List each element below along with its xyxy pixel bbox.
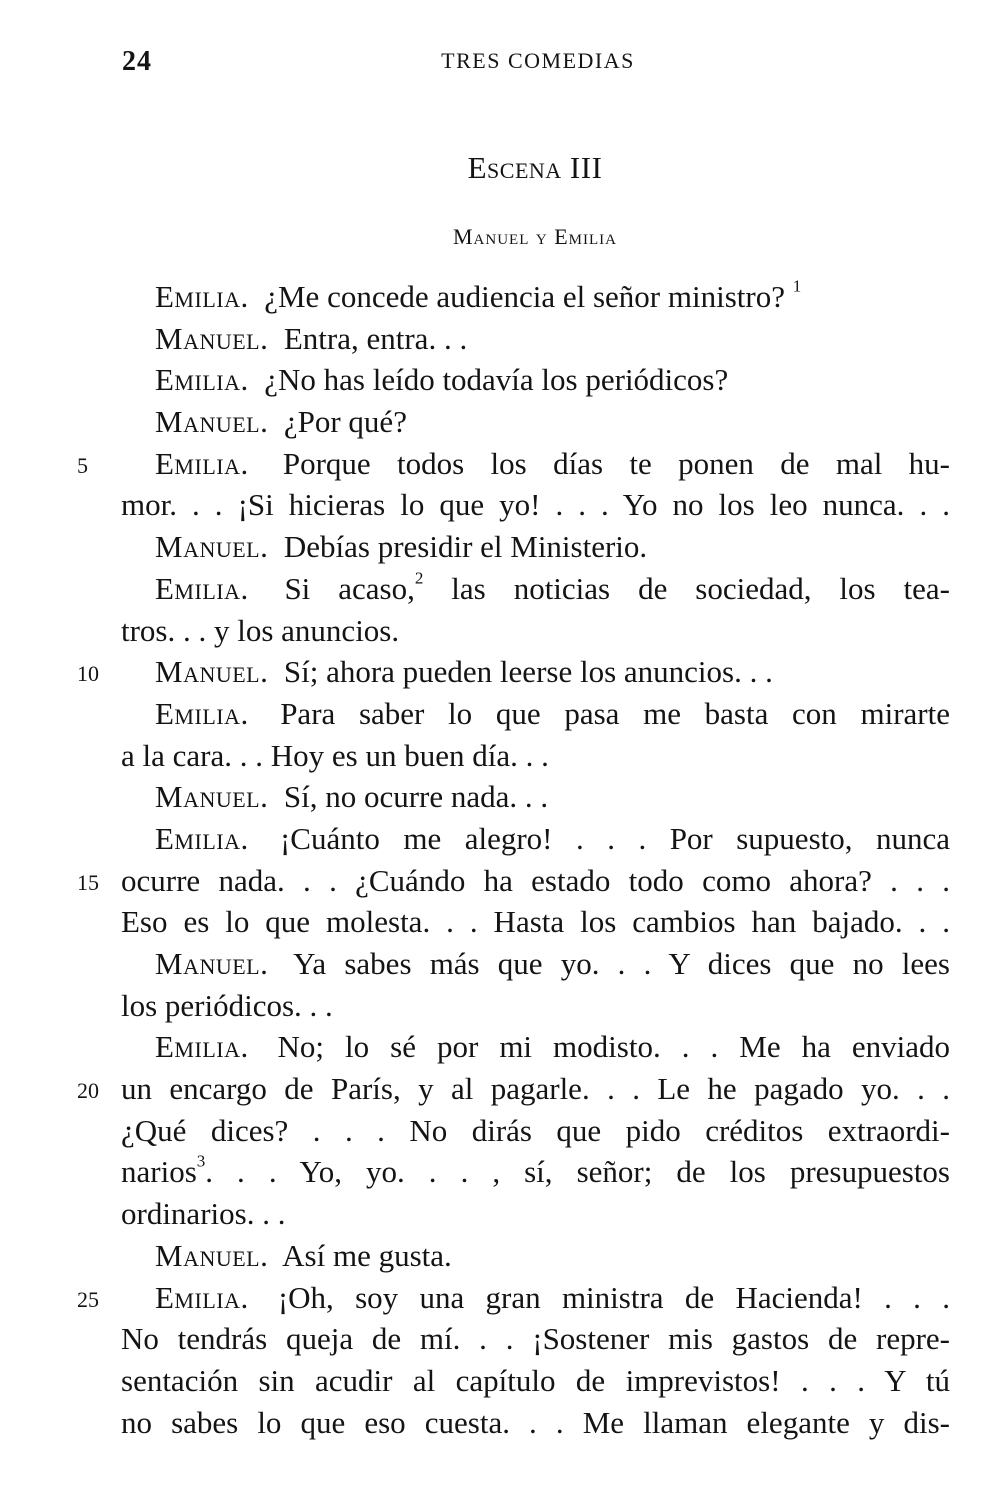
speaker-name: Manuel. — [155, 1237, 269, 1273]
text-line — [121, 276, 950, 318]
text-line — [121, 943, 950, 985]
line-text: ¡Cuánto me alegro! . . . Por supuesto, nunca — [279, 820, 951, 856]
line-text: ¡Oh, soy una gran ministra de Hacienda! . . . — [277, 1279, 951, 1315]
text-line — [121, 359, 950, 401]
line-text: Así me gusta. — [282, 1237, 452, 1273]
text-line — [121, 735, 950, 777]
line-text: no sabes lo que eso cuesta. . . Me llaman elegante y dis- — [121, 1404, 950, 1440]
line-number: 25 — [77, 1286, 99, 1312]
line-number: 15 — [77, 869, 99, 895]
text-line — [121, 526, 950, 568]
line-number: 20 — [77, 1078, 99, 1104]
text-line — [121, 568, 950, 610]
line-text: No tendrás queja de mí. . . ¡Sostener mis gastos de repre- — [121, 1321, 950, 1357]
text-line — [77, 1068, 950, 1110]
dialogue-body — [77, 276, 951, 1443]
text-line — [121, 1402, 950, 1444]
text-line — [121, 318, 950, 360]
speaker-name: Emilia. — [155, 1029, 249, 1065]
line-text: mor. . . ¡Si hicieras lo que yo! . . . Yo no los leo nunca. . . — [121, 487, 950, 523]
speaker-name: Manuel. — [155, 404, 269, 440]
text-line — [121, 1151, 950, 1193]
line-text: Debías presidir el Ministerio. — [283, 529, 648, 565]
speaker-name: Emilia. — [155, 362, 249, 398]
speaker-name: Manuel. — [155, 654, 269, 690]
line-text: Para saber lo que pasa me basta con mirarte — [280, 695, 951, 731]
line-text: ¿Me concede audiencia el señor ministro? — [264, 279, 785, 314]
scene-title: Escena III — [467, 150, 603, 185]
text-line — [121, 1235, 950, 1277]
line-text: Sí; ahora pueden leerse los anuncios. . . — [283, 654, 773, 690]
line-text: ¿No has leído todavía los periódicos? — [264, 362, 729, 398]
text-line — [121, 1360, 950, 1402]
text-line — [121, 901, 950, 943]
line-text: ocurre nada. . . ¿Cuándo ha estado todo como ahora? . . . — [121, 862, 950, 898]
text-line — [121, 1318, 950, 1360]
line-text: Sí, no ocurre nada. . . — [283, 779, 549, 815]
line-text: a la cara. . . Hoy es un buen día. . . — [121, 737, 549, 773]
line-text: No; lo sé por mi modisto. . . Me ha enviado — [277, 1029, 950, 1065]
line-text: las noticias de sociedad, los tea- — [423, 570, 951, 606]
text-line — [121, 401, 950, 443]
text-line — [121, 484, 950, 526]
line-text: ¿Qué dices? . . . No dirás que pido créditos extraordi- — [121, 1112, 950, 1148]
line-text: Ya sabes más que yo. . . Y dices que no lees — [293, 946, 950, 981]
speaker-name: Manuel. — [155, 946, 269, 981]
footnote-marker: 1 — [792, 276, 802, 296]
text-line — [121, 610, 950, 652]
text-line — [121, 1110, 950, 1152]
footnote-marker: 2 — [414, 568, 424, 588]
running-head: TRES COMEDIAS — [441, 48, 635, 73]
line-text: ordinarios. . . — [121, 1196, 286, 1232]
speaker-name: Emilia. — [155, 570, 249, 606]
speaker-name: Manuel. — [155, 529, 269, 565]
text-line — [77, 651, 950, 693]
text-line — [77, 860, 950, 902]
speaker-name: Manuel. — [155, 779, 269, 815]
footnote-marker: 3 — [196, 1152, 206, 1172]
speaker-name: Emilia. — [155, 279, 249, 314]
speaker-name: Emilia. — [155, 445, 249, 481]
line-text: los periódicos. . . — [121, 987, 333, 1023]
text-line — [77, 443, 951, 485]
speaker-name: Emilia. — [155, 695, 249, 731]
text-line — [121, 693, 950, 735]
text-line — [121, 776, 950, 818]
speaker-name: Emilia. — [155, 1279, 249, 1315]
page-number: 24 — [122, 46, 152, 77]
line-text: sentación sin acudir al capítulo de imprevistos! . . . Y tú — [121, 1362, 950, 1398]
line-text: ¿Por qué? — [283, 404, 407, 440]
line-text: narios — [121, 1154, 197, 1190]
line-text: Eso es lo que molesta. . . Hasta los cambios han bajado. . . — [121, 904, 950, 940]
speaker-name: Manuel. — [155, 320, 269, 356]
line-number: 5 — [77, 452, 88, 478]
text-line — [77, 1277, 951, 1319]
line-number: 10 — [77, 661, 99, 687]
line-text: Porque todos los días te ponen de mal hu- — [282, 445, 951, 481]
line-text: Si acaso, — [284, 570, 415, 606]
line-text: . . . Yo, yo. . . , sí, señor; de los presupuestos — [205, 1154, 950, 1190]
text-line — [121, 1193, 950, 1235]
text-line — [121, 818, 950, 860]
scene-characters: Manuel y Emilia — [453, 224, 617, 249]
line-text: Entra, entra. . . — [283, 320, 468, 356]
line-text: tros. . . y los anuncios. — [121, 612, 400, 648]
text-line — [121, 985, 950, 1027]
speaker-name: Emilia. — [155, 820, 249, 856]
text-line — [121, 1026, 950, 1068]
line-text: un encargo de París, y al pagarle. . . Le he pagado yo. . . — [121, 1071, 950, 1107]
